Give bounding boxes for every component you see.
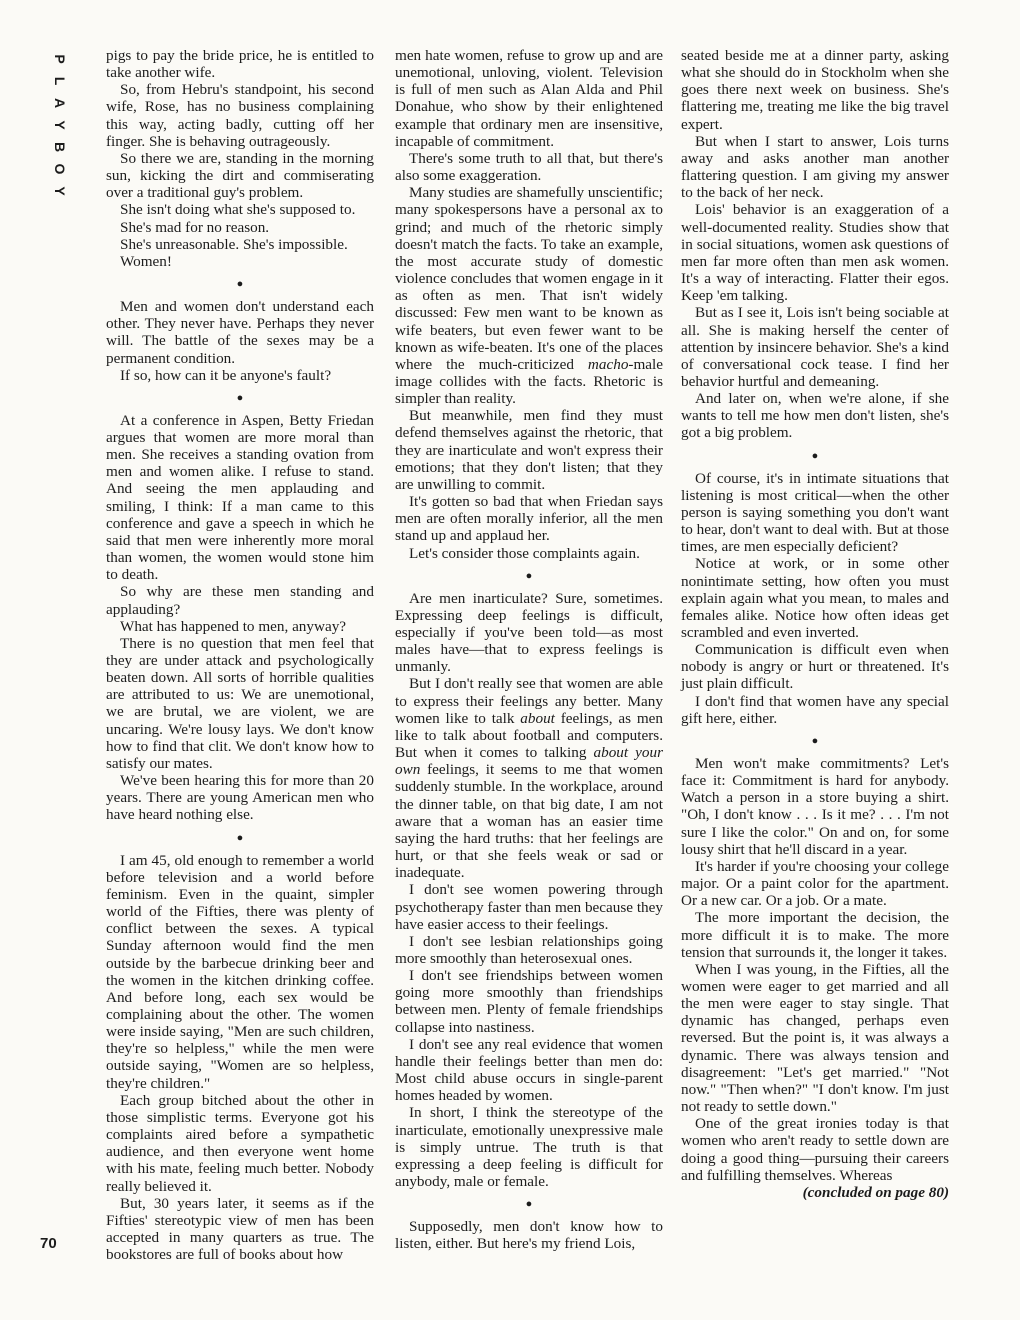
section-bullet: ● [236,831,244,844]
paragraph: Of course, it's in intimate situations that listening is most critical—when the other person is saying something you don't want to hear, don't want to deal with. But at those times, are men especially deficient? [681,469,949,556]
magazine-letter: Y [52,120,68,130]
continuation-note: (concluded on page 80) [802,1183,949,1201]
paragraph: So, from Hebru's standpoint, his second wife, Rose, has no business complaining this way, acting badly, cutting off her finger. She is behaving outrageously. [106,81,374,150]
paragraph: Men and women don't understand each other. They never have. Perhaps they never will. The battle of the sexes may be a permanent condition. [106,298,374,367]
paragraph: And later on, when we're alone, if she wants to tell me how men don't listen, she's got a big problem. [681,390,949,442]
paragraph: There's some truth to all that, but there's also some exaggeration. [395,149,663,185]
magazine-name-vertical [50,48,70,202]
paragraph: I don't see any real evidence that women handle their feelings better than men do: Most child abuse occurs in single-parent homes headed by women. [395,1035,663,1105]
paragraph: Lois' behavior is an exaggeration of a well-documented reality. Studies show that in social situations, women ask questions of men far more often than men ask women. It's a way of interacting. Flatter their egos. Keep 'em talking. [681,201,949,305]
paragraph: I don't see women powering through psychotherapy faster than men because they have easier access to their feelings. [395,881,663,933]
section-bullet: ● [525,1198,533,1211]
article-column-2 [395,47,663,1252]
magazine-letter: L [52,76,68,86]
magazine-letter: A [52,97,68,109]
paragraph: It's gotten so bad that when Friedan says men are often morally inferior, all the men stand up and applaud her. [395,493,663,545]
magazine-letter: Y [52,186,68,196]
paragraph: She's unreasonable. She's impossible. [120,235,348,253]
article-column-1 [106,47,374,1263]
paragraph: men hate women, refuse to grow up and are unemotional, unloving, violent. Television is full of men such as Alan Alda and Phil Donahue, who show by their enlightened example that ordinary men are insensitive, incapable of commitment. [395,47,663,150]
section-bullet: ● [525,569,533,582]
paragraph: Each group bitched about the other in those simplistic terms. Everyone got his complaints aired before a sympathetic audience, and then everyone went home with his mate, feeling much better. Nobody really believed it. [106,1091,374,1195]
section-bullet: ● [811,734,819,747]
section-bullet: ● [236,391,244,404]
paragraph: There is no question that men feel that they are under attack and psychologically beaten down. All sorts of horrible qualities are attributed to us: We are unemotional, we are brutal, we are violent, we are uncaring. We're lousy lays. We don't know how to find that clit. We don't know how to satisfy our mates. [106,634,374,772]
paragraph: Men won't make commitments? Let's face it: Commitment is hard for anybody. Watch a person in a store buying a shirt. "Oh, I don't know . . . Is it me? . . . I'm not sure I like the color." On and on, for some lousy shirt that he'll discard in a year. [681,754,949,858]
paragraph: One of the great ironies today is that women who aren't ready to settle down are doing a good thing—pursuing their careers and fulfilling themselves. Whereas [681,1115,949,1184]
paragraph: What has happened to men, anyway? [120,617,347,635]
paragraph: I don't see lesbian relationships going more smoothly than heterosexual ones. [395,932,663,967]
magazine-letter: P [52,54,68,64]
paragraph: But I don't really see that women are able to express their feelings any better. Many women like to talk about feelings, as men like to talk about football and computers. But when it comes to talking about your own feelings, it seems to me that women suddenly stumble. In the workplace, around the dinner table, on that big date, I am not aware that a woman has an easier time saying the hard truths: that her feelings are hurt, or that she feels weak or sad or inadequate. [395,675,664,882]
paragraph: When I was young, in the Fifties, all the women were eager to get married and all the men were eager to stay single. That dynamic has changed, perhaps even reversed. But the point is, it was always a dynamic. There was always tension and disagreement: "Let's get married." "Not now." "Then when?" "I don't know. I'm just not ready to settle down." [681,960,949,1116]
paragraph: The more important the decision, the more difficult it is to make. The more tension that surrounds it, the longer it takes. [681,909,949,961]
paragraph: Communication is difficult even when nobody is angry or hurt or threatened. It's just plain difficult. [681,641,949,693]
section-bullet: ● [811,449,819,462]
paragraph: We've been hearing this for more than 20 years. There are young American men who have heard nothing else. [106,772,374,824]
page-number: 70 [40,1235,57,1252]
paragraph: In short, I think the stereotype of the inarticulate, emotionally unexpressive male is simply untrue. The truth is that expressing a deep feeling is difficult for anybody, male or female. [395,1104,663,1190]
article-column-3 [681,47,949,1201]
paragraph: But when I start to answer, Lois turns away and asks another man another flattering question. I am giving my answer to the back of her neck. [681,132,949,202]
paragraph: seated beside me at a dinner party, asking what she should do in Stockholm when she goes there next week on business. She's flattering me, treating me like the big travel expert. [681,47,949,133]
paragraph: pigs to pay the bride price, he is entitled to take another wife. [106,47,374,82]
paragraph: But meanwhile, men find they must defend themselves against the rhetoric, that they are inarticulate and won't express their emotions; that they don't listen; that they are unwilling to commit. [395,407,663,493]
paragraph: Notice at work, or in some other nonintimate setting, how often you must explain again what you mean, to males and females alike. Notice how often ideas get scrambled and even inverted. [681,555,949,641]
paragraph: Many studies are shamefully unscientific; many spokespersons have a personal ax to grind; and much of the rhetoric simply doesn't match the facts. To take an example, the most accurate study of domestic violence concludes that women engage in it as often as men. That isn't widely discussed: Few men want to be known as wife beaters, but even fewer want to be known as wife-beaten. It's one of the places where the much-criticized macho-male image collides with the facts. Rhetoric is simpler than reality. [395,184,663,408]
paragraph: At a conference in Aspen, Betty Friedan argues that women are more moral than men. She receives a standing ovation from men and women alike. I refuse to stand. And seeing the men applauding and smiling, I think: If a man came to this conference and gave a speech in which he said that men were inherently more moral than women, the women would stone him to death. [106,411,374,584]
section-bullet: ● [236,278,244,291]
paragraph: Are men inarticulate? Sure, sometimes. Expressing deep feelings is difficult, especially if you've been told—as most males have—that to express feelings is unmanly. [395,589,663,676]
paragraph: But, 30 years later, it seems as if the Fifties' stereotypic view of men has been accepted in many quarters as true. The bookstores are full of books about how [106,1194,374,1264]
paragraph: Women! [120,252,172,270]
paragraph: She's mad for no reason. [120,218,270,236]
paragraph: It's harder if you're choosing your college major. Or a paint color for the apartment. Or a new car. Or a job. Or a mate. [681,857,949,910]
paragraph: Let's consider those complaints again. [409,544,640,562]
paragraph: So there we are, standing in the morning sun, kicking the dirt and commiserating over a traditional guy's problem. [106,149,374,202]
paragraph: I don't find that women have any special gift here, either. [681,692,949,727]
paragraph: She isn't doing what she's supposed to. [120,201,356,219]
magazine-letter: O [52,163,68,175]
paragraph: If so, how can it be anyone's fault? [120,366,332,384]
paragraph: So why are these men standing and applauding? [106,583,374,618]
paragraph: Supposedly, men don't know how to listen, either. But here's my friend Lois, [395,1218,663,1253]
paragraph: I am 45, old enough to remember a world before television and a world before feminism. Even in the quaint, simpler world of the Fifties, there was plenty of conflict between the sexes. A typical Sunday afternoon would find the men outside by the barbecue drinking beer and the women in the kitchen drinking coffee. And before long, each sex would be complaining about the other. The women were inside saying, "Men are such children, they're so helpless," while the men were outside saying, "Women are so helpless, they're children." [106,851,374,1092]
paragraph: But as I see it, Lois isn't being sociable at all. She is making herself the center of attention by insincere behavior. She's a kind of conversational cock tease. I find her behavior hurtful and demeaning. [681,304,949,390]
magazine-letter: B [52,141,68,153]
paragraph: I don't see friendships between women going more smoothly than friendships between men. Plenty of female friendships collapse into nastiness. [395,967,663,1036]
